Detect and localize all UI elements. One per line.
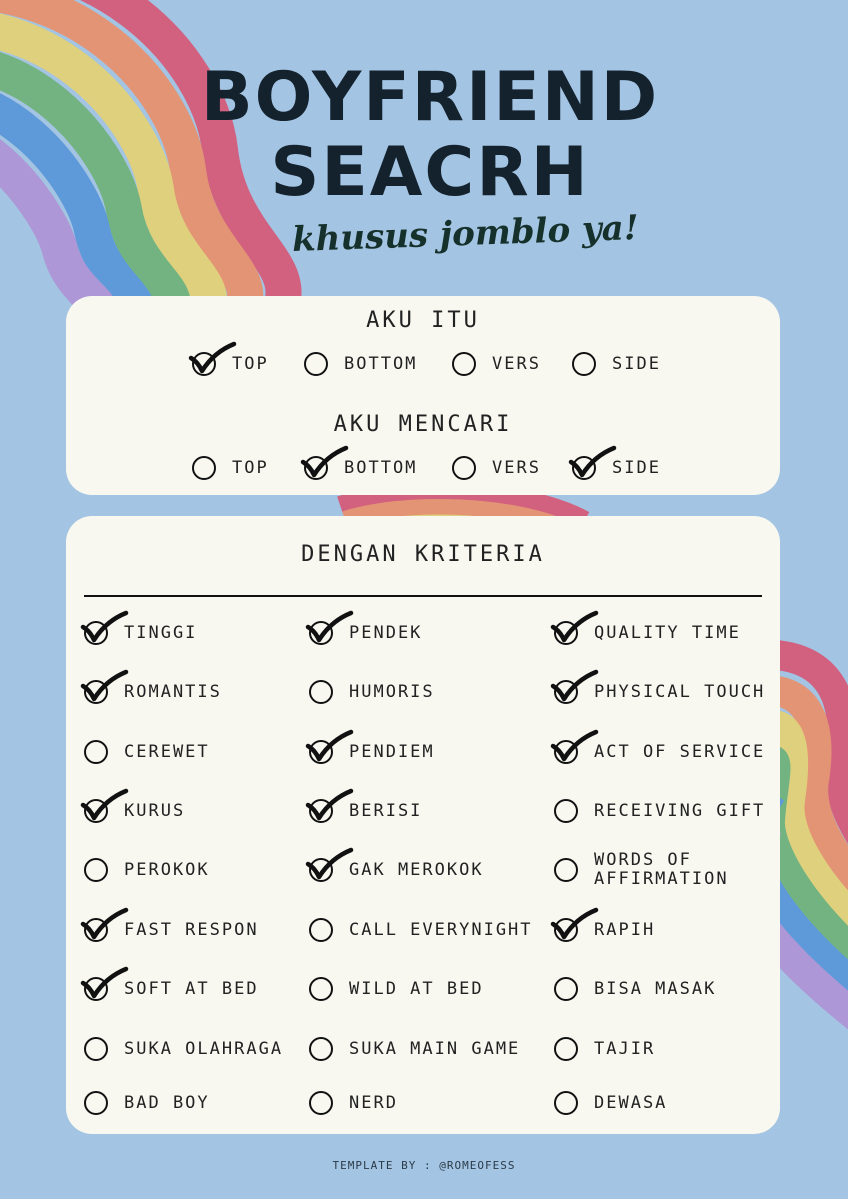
checkmark-icon [80, 785, 128, 823]
empty-circle-icon[interactable] [554, 977, 578, 1001]
empty-circle-icon[interactable] [309, 680, 333, 704]
checkmark-icon [300, 442, 348, 480]
checked-circle-icon[interactable] [309, 621, 333, 645]
checkmark-icon [305, 607, 353, 645]
option-label: PENDIEM [349, 741, 435, 762]
checkbox-option[interactable] [554, 736, 765, 768]
subtitle: khusus jomblo ya! [291, 207, 640, 261]
checked-circle-icon[interactable] [84, 680, 108, 704]
divider [84, 595, 762, 597]
checkbox-option[interactable] [554, 914, 655, 946]
option-label: CEREWET [124, 741, 210, 762]
checkmark-icon [550, 904, 598, 942]
option-label: CALL EVERYNIGHT [349, 919, 533, 940]
checked-circle-icon[interactable] [304, 456, 328, 480]
option-label: SOFT AT BED [124, 978, 259, 999]
checkbox-option[interactable] [84, 973, 259, 1005]
option-label: TOP [232, 353, 269, 374]
checkbox-option[interactable] [304, 452, 417, 484]
checkbox-option[interactable] [554, 973, 716, 1005]
checkbox-option[interactable] [452, 452, 541, 484]
option-label: WORDS OF AFFIRMATION [594, 850, 729, 889]
empty-circle-icon[interactable] [309, 1091, 333, 1115]
empty-circle-icon[interactable] [309, 918, 333, 942]
option-label: BISA MASAK [594, 978, 717, 999]
empty-circle-icon[interactable] [452, 352, 476, 376]
option-label: BOTTOM [344, 353, 418, 374]
empty-circle-icon[interactable] [554, 1037, 578, 1061]
option-label: VERS [492, 353, 541, 374]
checkmark-icon [568, 442, 616, 480]
aku-mencari-title: AKU MENCARI [333, 412, 513, 437]
checked-circle-icon[interactable] [572, 456, 596, 480]
checkbox-option[interactable] [309, 854, 484, 886]
preference-card [66, 296, 780, 495]
footer-credit: TEMPLATE BY : @ROMEOFESS [332, 1159, 516, 1172]
checked-circle-icon[interactable] [554, 621, 578, 645]
checkbox-option[interactable] [554, 617, 741, 649]
option-label: BERISI [349, 800, 423, 821]
checked-circle-icon[interactable] [84, 977, 108, 1001]
empty-circle-icon[interactable] [84, 740, 108, 764]
option-label: PHYSICAL TOUCH [594, 681, 766, 702]
empty-circle-icon[interactable] [572, 352, 596, 376]
checkbox-option[interactable] [84, 854, 210, 886]
empty-circle-icon[interactable] [554, 1091, 578, 1115]
empty-circle-icon[interactable] [84, 1037, 108, 1061]
option-label: FAST RESPON [124, 919, 259, 940]
option-label: RAPIH [594, 919, 656, 940]
checkbox-option[interactable] [554, 850, 744, 889]
checkbox-option[interactable] [304, 348, 417, 380]
checkbox-option[interactable] [192, 348, 269, 380]
checkbox-option[interactable] [572, 348, 661, 380]
option-label: GAK MEROKOK [349, 859, 484, 880]
option-label: HUMORIS [349, 681, 435, 702]
checkbox-option[interactable] [309, 1087, 398, 1119]
kriteria-title: DENGAN KRITERIA [301, 542, 545, 567]
checkbox-option[interactable] [84, 736, 210, 768]
empty-circle-icon[interactable] [192, 456, 216, 480]
checkmark-icon [305, 726, 353, 764]
checkmark-icon [80, 904, 128, 942]
checkmark-icon [550, 607, 598, 645]
checked-circle-icon[interactable] [84, 621, 108, 645]
checked-circle-icon[interactable] [84, 799, 108, 823]
option-label: KURUS [124, 800, 186, 821]
option-label: SUKA OLAHRAGA [124, 1038, 284, 1059]
checkbox-option[interactable] [554, 795, 765, 827]
option-label: PEROKOK [124, 859, 210, 880]
empty-circle-icon[interactable] [304, 352, 328, 376]
title-line-1: BOYFRIEND [200, 58, 660, 137]
checked-circle-icon[interactable] [554, 680, 578, 704]
checkmark-icon [305, 785, 353, 823]
empty-circle-icon[interactable] [84, 858, 108, 882]
checkbox-option[interactable] [452, 348, 541, 380]
checkbox-option[interactable] [554, 1087, 667, 1119]
title-line-2: SEACRH [270, 133, 590, 212]
checkbox-option[interactable] [84, 1087, 210, 1119]
option-label: BOTTOM [344, 457, 418, 478]
option-label: SUKA MAIN GAME [349, 1038, 521, 1059]
checkbox-option[interactable] [572, 452, 661, 484]
empty-circle-icon[interactable] [84, 1091, 108, 1115]
checked-circle-icon[interactable] [309, 740, 333, 764]
checkbox-option[interactable] [309, 736, 435, 768]
empty-circle-icon[interactable] [554, 858, 578, 882]
checkbox-option[interactable] [309, 914, 533, 946]
checked-circle-icon[interactable] [192, 352, 216, 376]
checkbox-option[interactable] [309, 795, 422, 827]
option-label: ROMANTIS [124, 681, 222, 702]
empty-circle-icon[interactable] [554, 799, 578, 823]
option-label: TINGGI [124, 622, 198, 643]
checkbox-option[interactable] [554, 676, 765, 708]
checkbox-option[interactable] [554, 1033, 655, 1065]
option-label: WILD AT BED [349, 978, 484, 999]
checkmark-icon [550, 726, 598, 764]
option-label: TOP [232, 457, 269, 478]
checked-circle-icon[interactable] [309, 858, 333, 882]
option-label: ACT OF SERVICE [594, 741, 766, 762]
checkbox-option[interactable] [309, 973, 484, 1005]
option-label: SIDE [612, 353, 661, 374]
checkbox-option[interactable] [192, 452, 269, 484]
checked-circle-icon[interactable] [554, 740, 578, 764]
checkbox-option[interactable] [309, 676, 435, 708]
checkbox-option[interactable] [84, 676, 222, 708]
option-label: SIDE [612, 457, 661, 478]
checkbox-option[interactable] [84, 1033, 283, 1065]
checkmark-icon [80, 607, 128, 645]
option-label: QUALITY TIME [594, 622, 741, 643]
checkbox-option[interactable] [309, 1033, 520, 1065]
option-label: PENDEK [349, 622, 423, 643]
checkbox-option[interactable] [84, 617, 197, 649]
empty-circle-icon[interactable] [309, 1037, 333, 1061]
checked-circle-icon[interactable] [309, 799, 333, 823]
criteria-card [66, 516, 780, 1134]
checked-circle-icon[interactable] [554, 918, 578, 942]
empty-circle-icon[interactable] [309, 977, 333, 1001]
option-label: BAD BOY [124, 1092, 210, 1113]
empty-circle-icon[interactable] [452, 456, 476, 480]
option-label: DEWASA [594, 1092, 668, 1113]
checkmark-icon [80, 963, 128, 1001]
checkbox-option[interactable] [309, 617, 422, 649]
checkmark-icon [305, 844, 353, 882]
aku-itu-title: AKU ITU [366, 308, 480, 333]
checkmark-icon [188, 338, 236, 376]
option-label: VERS [492, 457, 541, 478]
option-label: RECEIVING GIFT [594, 800, 766, 821]
checkmark-icon [80, 666, 128, 704]
checked-circle-icon[interactable] [84, 918, 108, 942]
option-label: TAJIR [594, 1038, 656, 1059]
option-label: NERD [349, 1092, 398, 1113]
checkbox-option[interactable] [84, 795, 185, 827]
checkbox-option[interactable] [84, 914, 259, 946]
checkmark-icon [550, 666, 598, 704]
